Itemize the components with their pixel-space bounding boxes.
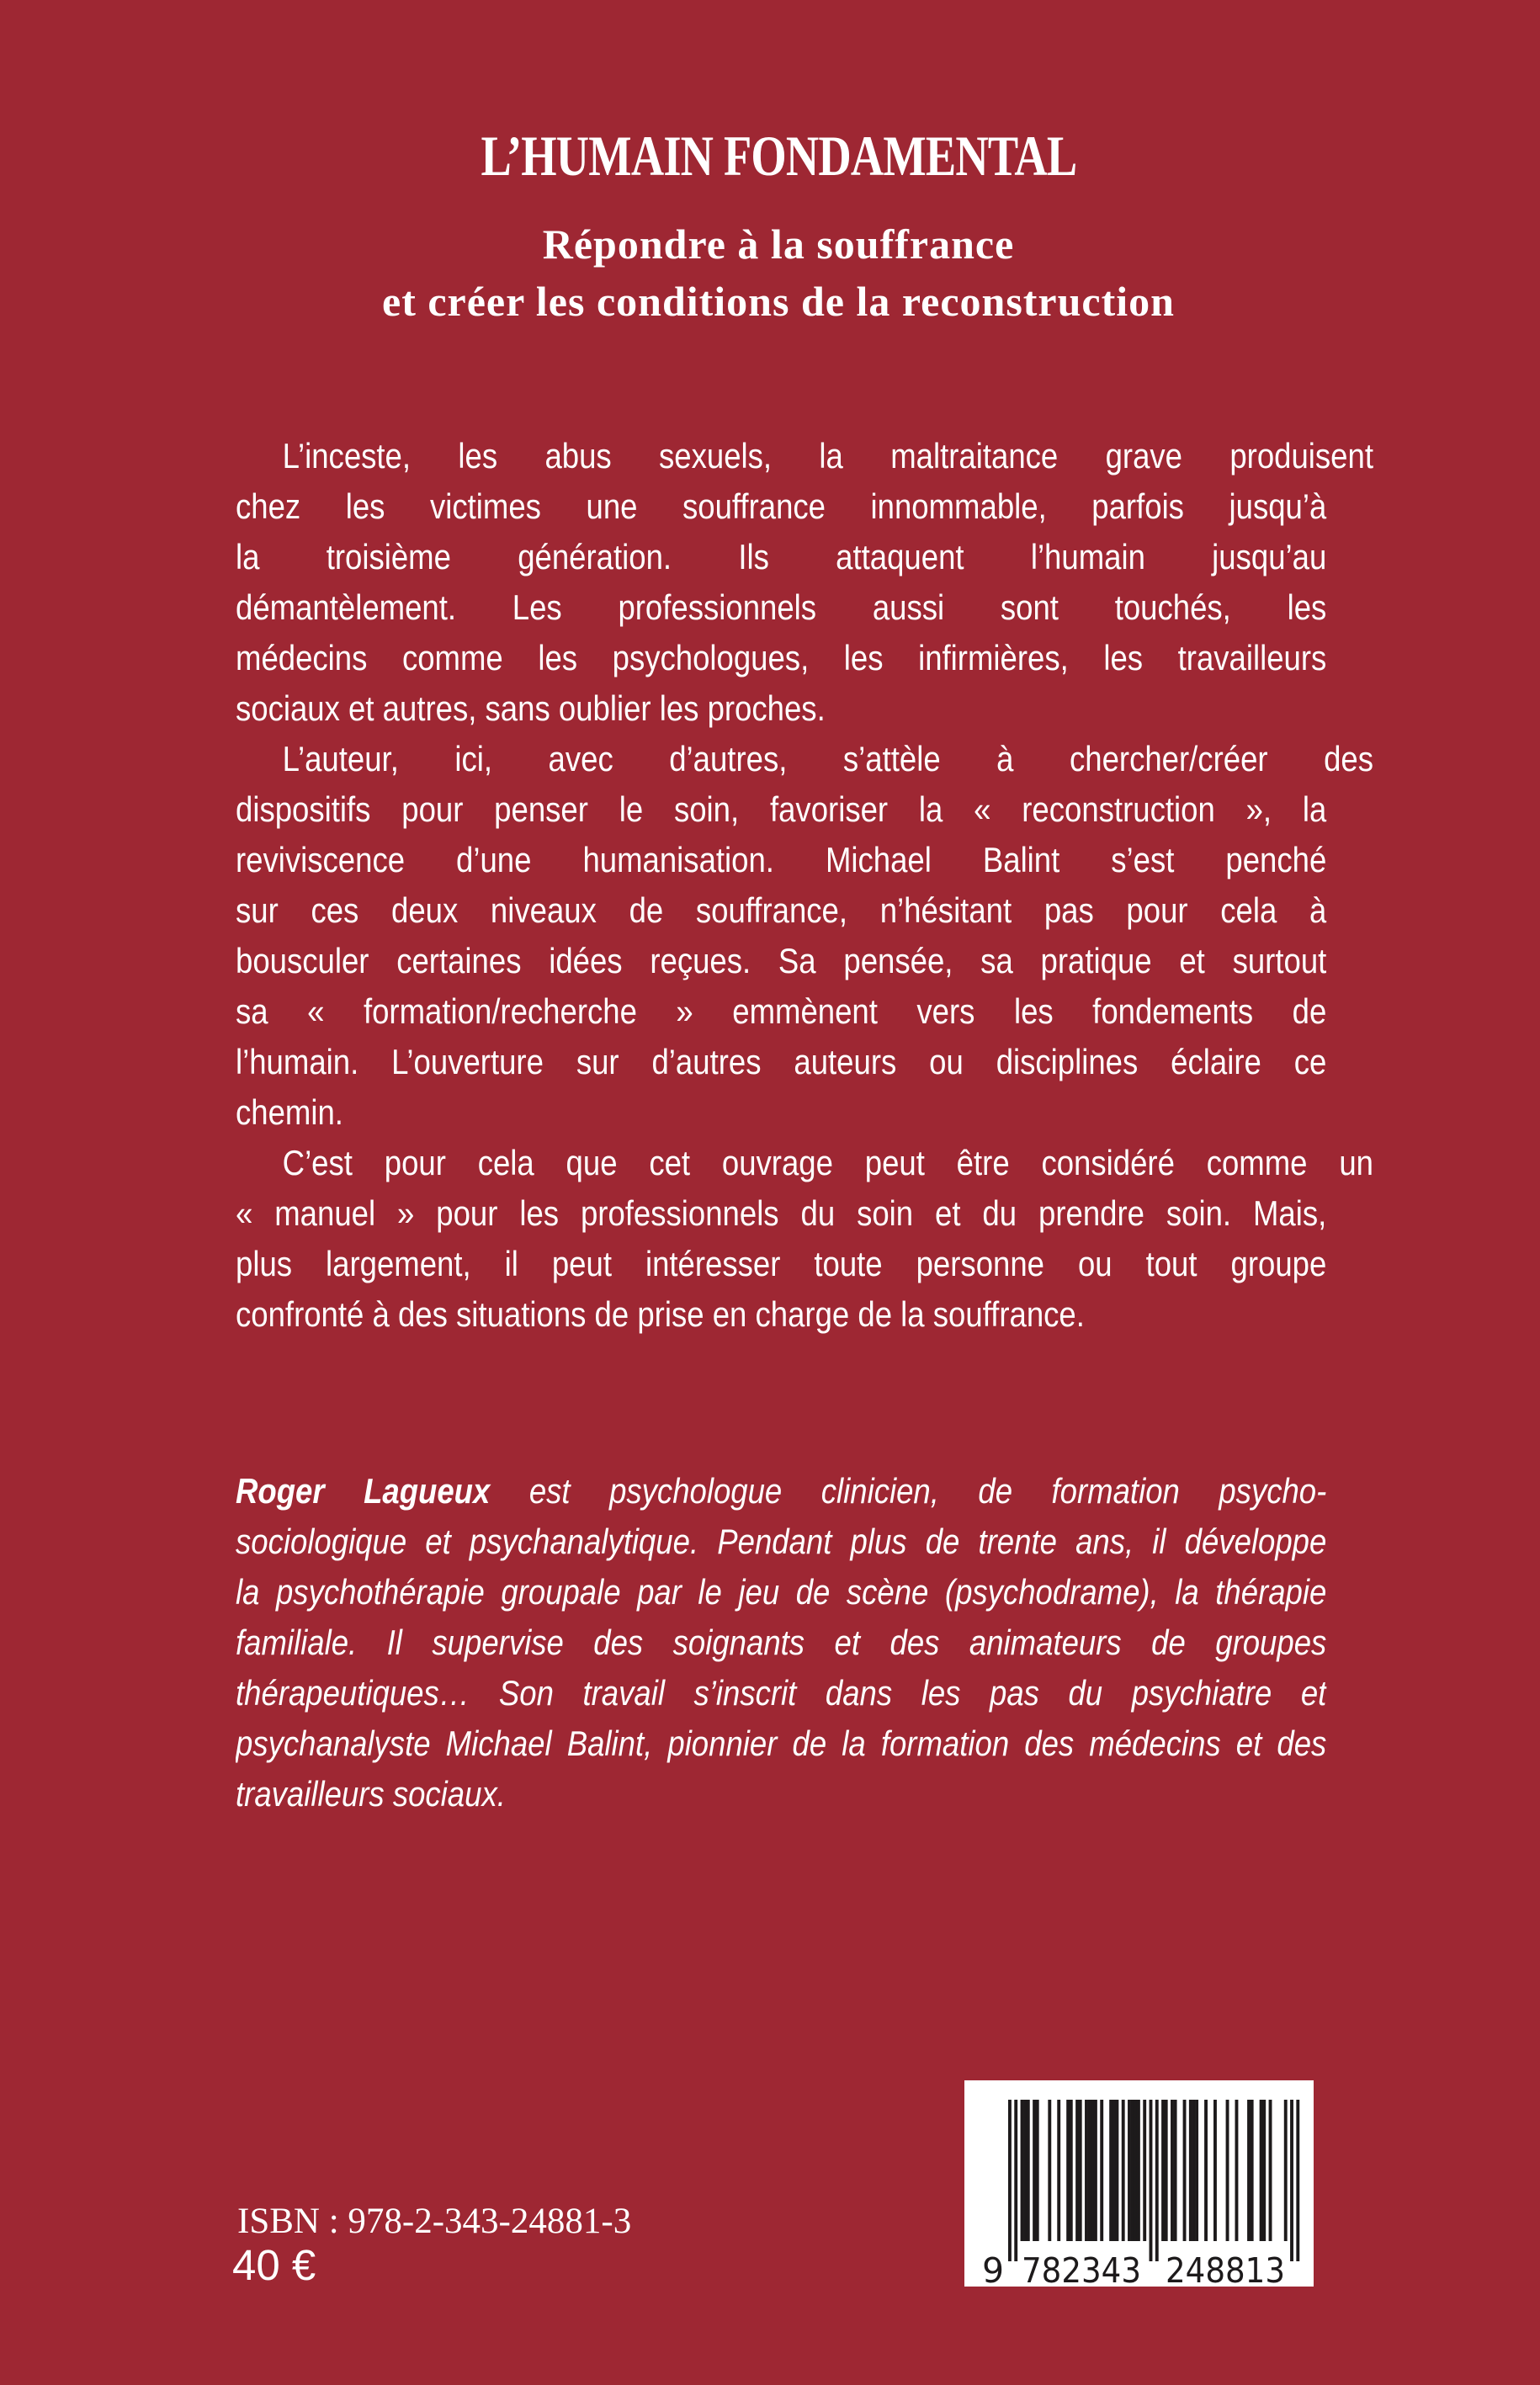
barcode-bar — [1171, 2100, 1174, 2241]
text-line: C’est pour cela que cet ouvrage peut être considéré comme un — [282, 1143, 1373, 1182]
barcode-bar — [1183, 2100, 1187, 2241]
text-line: L’inceste, les abus sexuels, la maltraitance grave produisent — [282, 436, 1373, 475]
text-line: sur ces deux niveaux de souffrance, n’hésitant pas pour cela à — [236, 890, 1327, 930]
barcode-graphic — [964, 2080, 1314, 2287]
barcode-bar — [1155, 2100, 1159, 2261]
text-line: sociologique et psychanalytique. Pendant plus de trente ans, il développe — [236, 1522, 1327, 1561]
text-line: reviviscence d’une humanisation. Michael Balint s’est penché — [236, 840, 1327, 879]
barcode-bar — [1014, 2100, 1017, 2261]
text-line: la troisième génération. Ils attaquent l’humain jusqu’au — [236, 537, 1327, 576]
text-line: « manuel » pour les professionnels du soin et du prendre soin. Mais, — [236, 1193, 1327, 1233]
barcode-bar — [1057, 2100, 1060, 2241]
text-line: dispositifs pour penser le soin, favoriser la « reconstruction », la — [236, 789, 1327, 829]
barcode-bar — [1094, 2100, 1097, 2241]
barcode-bar — [1192, 2100, 1196, 2241]
barcode-bar — [1150, 2100, 1153, 2261]
isbn-label: ISBN : 978-2-343-24881-3 — [237, 2202, 632, 2241]
barcode-bar — [1204, 2100, 1208, 2241]
barcode-bar — [1066, 2100, 1070, 2241]
barcode-bar — [1290, 2100, 1293, 2261]
barcode-digit-first: 9 — [981, 2250, 1005, 2287]
barcode-bar — [1075, 2100, 1079, 2241]
barcode-bar — [1235, 2100, 1239, 2241]
barcode-bar — [1079, 2100, 1082, 2241]
text-line: sa « formation/recherche » emmènent vers les fondements de — [236, 991, 1327, 1031]
barcode-bar — [1113, 2100, 1116, 2241]
barcode-bar — [1247, 2100, 1251, 2241]
barcode-bar — [1195, 2100, 1198, 2241]
barcode-bar — [1251, 2100, 1254, 2241]
barcode-bar — [1143, 2100, 1146, 2241]
text-line: chemin. — [236, 1092, 343, 1132]
price-label: 40 € — [232, 2241, 316, 2289]
barcode-bar — [1161, 2100, 1165, 2241]
barcode-bar — [1213, 2100, 1217, 2241]
barcode-bar — [1137, 2100, 1140, 2241]
barcode-bar — [1021, 2100, 1024, 2241]
barcode-bar — [1296, 2100, 1299, 2261]
author-name: Roger Lagueux — [236, 1471, 491, 1511]
text-line: chez les victimes une souffrance innommable, parfois jusqu’à — [236, 486, 1327, 526]
barcode-digits-right: 248813 — [1166, 2250, 1285, 2287]
barcode-bar — [1134, 2100, 1137, 2241]
text-line: plus largement, il peut intéresser toute personne ou tout groupe — [236, 1244, 1327, 1283]
text-line: psychanalyste Michael Balint, pionnier de la formation des médecins et des — [236, 1724, 1327, 1763]
barcode-bar — [1088, 2100, 1091, 2241]
text-line: thérapeutiques… Son travail s’inscrit dans les pas du psychiatre et — [236, 1673, 1327, 1713]
barcode-bar — [1091, 2100, 1094, 2241]
text-line: travailleurs sociaux. — [236, 1774, 506, 1814]
barcode-bar — [1048, 2100, 1051, 2241]
barcode-bar — [1109, 2100, 1113, 2241]
text-line: familiale. Il supervise des soignants et des animateurs de groupes — [236, 1623, 1327, 1662]
barcode-digits-left: 782343 — [1022, 2250, 1141, 2287]
barcode-bar — [1260, 2100, 1263, 2241]
barcode-bar — [1115, 2100, 1118, 2241]
subtitle-line: et créer les conditions de la reconstruction — [382, 278, 1175, 325]
text-line: sociaux et autres, sans oublier les proches. — [236, 688, 826, 728]
paragraph — [236, 734, 1540, 1138]
barcode-bar — [1284, 2100, 1288, 2241]
book-title — [227, 124, 1330, 188]
barcode-bar — [1262, 2100, 1266, 2241]
book-subtitle — [227, 215, 1330, 330]
barcode-bar — [1174, 2100, 1177, 2241]
barcode-bar — [1189, 2100, 1192, 2241]
barcode-bar — [1100, 2100, 1103, 2241]
barcode-bar — [1027, 2100, 1030, 2241]
text-line: médecins comme les psychologues, les infirmières, les travailleurs — [236, 638, 1327, 677]
barcode-bar — [1128, 2100, 1131, 2241]
paragraph — [236, 431, 1540, 734]
barcode-bar — [1085, 2100, 1088, 2241]
book-title-text: L’HUMAIN FONDAMENTAL — [481, 124, 1076, 188]
barcode-bars — [1008, 2100, 1299, 2261]
text-line: Roger Lagueux est psychologue clinicien, de formation psycho- — [236, 1471, 1327, 1511]
barcode — [964, 2080, 1314, 2287]
author-bio — [236, 1466, 1490, 1819]
barcode-bar — [1131, 2100, 1134, 2241]
synopsis — [236, 431, 1540, 1340]
text-line: l’humain. L’ouverture sur d’autres auteurs ou disciplines éclaire ce — [236, 1042, 1327, 1081]
barcode-bar — [1033, 2100, 1036, 2241]
subtitle-line: Répondre à la souffrance — [542, 220, 1015, 268]
text-line: L’auteur, ici, avec d’autres, s’attèle à chercher/créer des — [282, 739, 1373, 778]
text-line: la psychothérapie groupale par le jeu de scène (psychodrame), la thérapie — [236, 1572, 1327, 1612]
text-line: démantèlement. Les professionnels aussi sont touchés, les — [236, 587, 1327, 627]
barcode-bar — [1036, 2100, 1039, 2241]
barcode-bar — [1070, 2100, 1073, 2241]
paragraph — [236, 1138, 1540, 1340]
barcode-bar — [1269, 2100, 1272, 2241]
barcode-bar — [1226, 2100, 1229, 2241]
barcode-bar — [1008, 2100, 1012, 2261]
text-line: bousculer certaines idées reçues. Sa pensée, sa pratique et surtout — [236, 941, 1327, 980]
barcode-bar — [1023, 2100, 1027, 2241]
barcode-bar — [1165, 2100, 1168, 2241]
barcode-bar — [1122, 2100, 1125, 2241]
text-line: confronté à des situations de prise en charge de la souffrance. — [236, 1294, 1085, 1334]
